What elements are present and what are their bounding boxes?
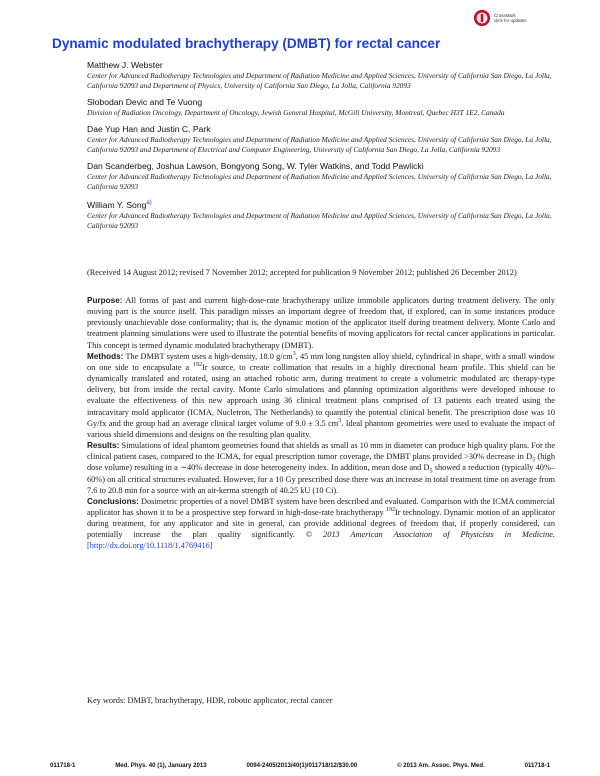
author-affiliation: Center for Advanced Radiotherapy Technologies and Department of Radiation Medicine and Applied Sciences, University of California San Diego, La Jolla, California 92093 and Department of Physics, University of California San Diego, La Jolla, California 92093 [87,71,552,90]
abstract-conclusions [87,496,555,552]
methods-text: , 45 mm long tungsten alloy shield, cylindrical in shape, with a small window on one side to encapsulate a [87,351,555,372]
superscript: 3 [292,351,296,358]
abstract-purpose [87,295,555,351]
author-affiliation: Division of Radiation Oncology, Department of Oncology, Jewish General Hospital, McGill University, Montreal, Quebec H3T 1E2, Canada [87,108,505,117]
abstract [87,295,555,552]
results-text: (high dose volume) resulting in a ∼40% decrease in dose heterogeneity index. In addition, mean dose and D [87,452,555,473]
author-names: Slobodan Devic and Te Vuong [87,97,203,107]
page-footer [50,762,550,769]
crossmark-line-2: click for updates [494,18,527,23]
crossmark-badge[interactable] [473,7,529,29]
footer-code: 0094-2405/2013/40(1)/011718/12/$30.00 [246,762,358,769]
author-block [87,97,557,118]
author-names [87,198,557,211]
conclusions-text: Dosimetric properties of a novel DMBT system have been described and evaluated. Comparison with the ICMA commercial applicator has shown it to be a prospective step forward in high-dose-rate brachytherapy [87,496,555,517]
author-name-text: William Y. Song [87,199,147,210]
results-text: showed a reduction (typically 40%–60%) on all critical structures evaluated. However, for a 10 Gy prescribed dose there was an increase in total treatment time on average from 7.6 to 20.8 min for a source with an air-kerma strength of 40.25 kU (10 Ci). [87,463,556,495]
footer-journal: Med. Phys. 40 (1), January 2013 [115,762,207,769]
author-block [87,60,557,91]
superscript: 3 [338,417,342,424]
crossmark-label [494,13,527,23]
purpose-label: Purpose: [87,296,123,305]
author-affiliation: Center for Advanced Radiotherapy Technologies and Department of Radiation Medicine and Applied Sciences, University of California San Diego, La Jolla, California 92093 and Department of Electrical and Computer Engineering, University of California San Diego, La Jolla, California 92093 [87,135,552,154]
results-text: Simulations of ideal phantom geometries found that shields as small as 10 mm in diameter can produce high quality plans. For the clinical patient cases, compared to the ICMA, for equal prescription tumor coverage, the DMBT plans provided >30% decrease in D [87,441,555,462]
results-label: Results: [87,441,120,451]
doi-link[interactable]: [http://dx.doi.org/10.1118/1.4769416] [87,541,213,551]
conclusions-text: Ir technology. Dynamic motion of an applicator during treatment, for any applicator and site in general, can provide additional degrees of freedom that, if properly considered, can potentially increase the plan quality significantly. [87,507,555,540]
crossmark-line-1: CrossMark [494,13,516,18]
abstract-results [87,440,555,496]
author-names: Dae Yup Han and Justin C. Park [87,124,211,134]
author-block [87,124,557,155]
superscript: 192 [193,362,203,369]
received-dates: (Received 14 August 2012; revised 7 November 2012; accepted for publication 9 November 2012; published 26 December 2012) [87,268,517,277]
author-names: Matthew J. Webster [87,60,163,70]
methods-text: Ir source, to create collimation that results in a highly directional beam profile. This shield can be dynamically translated and rotated, using an attached robotic arm, during treatment to create a volumetric modulated arc therapy-type delivery, but from inside the rectal cavity. Monte Carlo simulations and planning optimization algorithms were developed inhouse to evaluate the effectiveness of this new approach using 36 clinical treatment plans comprised of 13 patients each treated using the intracavitary mold applicator (ICMA, Nucletron, The Netherlands) to quantify the potential clinical benefit. The prescription dose was 10 Gy/fx and the group had an average clinical target volume of 9.0 ± 3.5 cm [87,362,556,428]
author-affiliation: Center for Advanced Radiotherapy Technologies and Department of Radiation Medicine and Applied Sciences, University of California San Diego, La Jolla, California 92093 [87,172,552,191]
methods-label: Methods: [87,351,124,361]
author-affiliation: Center for Advanced Radiotherapy Technologies and Department of Radiation Medicine and Applied Sciences, University of California San Diego, La Jolla, California 92093 [87,210,552,230]
copyright-notice: © 2013 American Association of Physicists in Medicine. [305,530,555,540]
footer-page-right: 011718-1 [524,762,550,769]
abstract-methods [87,351,555,440]
superscript: 192 [386,507,395,514]
purpose-text: All forms of past and current high-dose-rate brachytherapy utilize immobile applicators during treatment delivery. The only moving part is the source itself. This paradigm misses an important degree of freedom that, if explored, can in some instances produce previously unachievable dose conformality; that is, the dynamic motion of the applicator itself during treatment delivery. Monte Carlo and treatment planning simulations were used to illustrate the potential benefits of moving applicators for rectal cancer applications in particular. This concept is termed dynamic modulated brachytherapy (DMBT). [87,296,555,350]
paper-title: Dynamic modulated brachytherapy (DMBT) for rectal cancer [52,36,441,51]
author-block [87,198,557,231]
conclusions-label: Conclusions: [87,496,139,506]
footer-page-left: 011718-1 [50,762,76,769]
subscript: 5 [532,457,536,464]
author-block [87,161,557,192]
subscript: 5 [429,469,433,475]
author-names: Dan Scanderbeg, Joshua Lawson, Bongyong Song, W. Tyler Watkins, and Todd Pawlicki [87,161,424,171]
methods-text: The DMBT system uses a high-density, 18.0 g/cm [125,351,293,361]
author-list [87,60,557,237]
methods-text: . Ideal phantom geometries were used to evaluate the impact of various shield dimensions and designs on the resulting plan quality. [87,418,555,439]
crossmark-icon [473,9,491,27]
keywords: Key words: DMBT, brachytherapy, HDR, robotic applicator, rectal cancer [87,696,333,705]
footnote-marker-link[interactable]: a) [146,200,152,206]
footer-copyright: © 2013 Am. Assoc. Phys. Med. [397,762,485,769]
